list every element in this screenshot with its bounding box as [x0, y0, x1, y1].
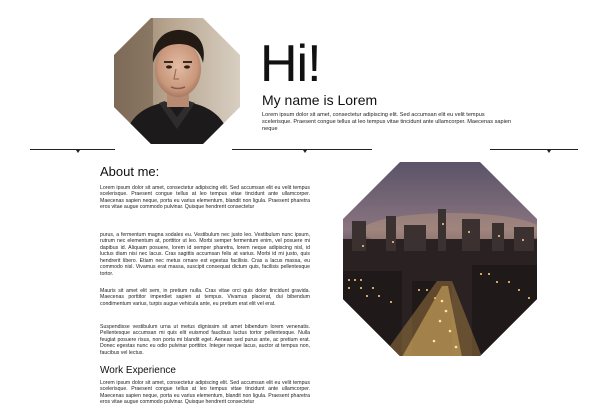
- about-paragraph: Lorem ipsum dolor sit amet, consectetur adipiscing elit. Sed accumsan elit eu velit tempus scelerisque. Praesent congue tellus at leo tempus vitae tincidunt ante ullamcorper. Maecenas sapien neque, porta eu varius elementum, blandit non ligula. Praesent pharetra eros vitae augue commodo pulvinar. Quisque hendrerit consectetur: [100, 185, 310, 211]
- intro-text: Lorem ipsum dolor sit amet, consectetur adipiscing elit. Sed accumsan elit eu velit tempus scelerisque. Praesent congue tellus at leo tempus vitae tincidunt ante ullamcorper. Maecenas sapien neque: [262, 112, 512, 132]
- about-paragraph: purus, a fermentum magna sodales eu. Vestibulum nec justo leo. Vestibulum nunc ipsum, rutrum nec elementum at, porttitor ut leo. Morbi semper fermentum enim, vel posuere mi dapibus id. Aliquam posuere, lorem id semper pharetra, lorem neque adipiscing nisl, id luctus diam nisi nec lacus. Cras sagittis accumsan felis at varius. Morbi id mi justo, quis hendrerit libero. Etiam nec metus ornare est egestas facilisis. Cras a lacus massa, eu commodo nisl. Vivamus erat massa, suscipit consequat dictum quis, facilisis pellentesque tortor.: [100, 232, 310, 277]
- about-paragraph: Suspendisse vestibulum urna ut metus dignissim sit amet bibendum lorem venenatis. Pellentesque accumsan mi quis elit euismod faucibus luctus tortor pellentesque. Nulla feugiat posuere risus, non porta mi blandit eget. Aenean sed purus ante, ac pretium erat. Donec egestas nunc eu odio pulvinar porttitor. Integer neque lacus, auctor at tempus non, faucibus vel lectus.: [100, 324, 310, 356]
- about-paragraph: Mauris sit amet elit sem, in pretium nulla. Cras vitae orci quis dolor tincidunt gravida. Maecenas porttitor imperdiet sapien at tempus. Vivamus placerat, dui bibendum condimentum varius, turpis augue vehicula ante, eu pretium erat elit vel erat.: [100, 288, 310, 307]
- greeting-heading: Hi!: [260, 35, 321, 93]
- divider-right-marker: [547, 150, 551, 153]
- divider-center-marker: [303, 150, 307, 153]
- divider-left: [30, 149, 115, 150]
- about-heading: About me:: [100, 164, 160, 179]
- work-experience-heading: Work Experience: [100, 365, 176, 376]
- city-night-photo: [342, 161, 538, 357]
- divider-center: [232, 149, 372, 150]
- portrait-photo: [113, 17, 241, 145]
- work-paragraph: Lorem ipsum dolor sit amet, consectetur adipiscing elit. Sed accumsan elit eu velit tempus scelerisque. Praesent congue tellus at leo tempus vitae tincidunt ante ullamcorper. Maecenas sapien neque, porta eu varius elementum, blandit non ligula. Praesent pharetra eros vitae augue commodo pulvinar. Quisque hendrerit consectetur: [100, 380, 310, 406]
- divider-left-marker: [76, 150, 80, 153]
- name-line: My name is Lorem: [262, 92, 378, 108]
- divider-right: [490, 149, 578, 150]
